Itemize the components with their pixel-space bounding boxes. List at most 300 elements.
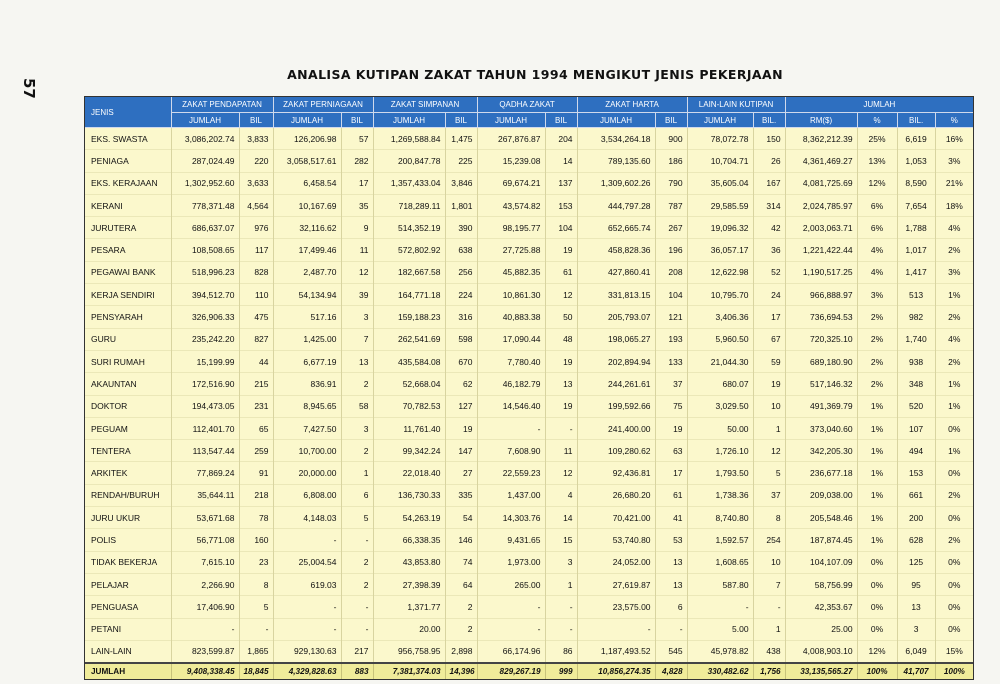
header-sub-cell: JUMLAH: [687, 113, 753, 128]
table-cell: 670: [445, 350, 477, 372]
table-cell: 14,303.76: [477, 507, 545, 529]
table-cell: 104,107.09: [785, 551, 857, 573]
occupation-label: AKAUNTAN: [85, 373, 171, 395]
table-cell: 23,575.00: [577, 596, 655, 618]
table-cell: 21%: [935, 172, 973, 194]
table-row: [85, 440, 973, 462]
header-sub-cell: JUMLAH: [577, 113, 655, 128]
table-cell: 231: [239, 395, 273, 417]
table-cell: 15: [545, 529, 577, 551]
table-cell: 199,592.66: [577, 395, 655, 417]
table-cell: -: [171, 618, 239, 640]
table-cell: 6,619: [897, 128, 935, 150]
table-cell: 187,874.45: [785, 529, 857, 551]
table-cell: 202,894.94: [577, 350, 655, 372]
table-cell: 65: [239, 417, 273, 439]
table-cell: 200,847.78: [373, 150, 445, 172]
table-cell: 0%: [857, 596, 897, 618]
table-cell: 3,058,517.61: [273, 150, 341, 172]
table-cell: 3,633: [239, 172, 273, 194]
table-cell: 41: [655, 507, 687, 529]
table-cell: 98,195.77: [477, 217, 545, 239]
table-cell: 956,758.95: [373, 640, 445, 663]
table-cell: 1%: [857, 484, 897, 506]
table-cell: 1,417: [897, 261, 935, 283]
table-cell: 153: [897, 462, 935, 484]
table-cell: 19: [753, 373, 785, 395]
table-cell: 1,437.00: [477, 484, 545, 506]
total-cell: 7,381,374.03: [373, 663, 445, 679]
page-number: 57: [20, 78, 38, 99]
table-cell: 494: [897, 440, 935, 462]
table-row: [85, 261, 973, 283]
table-cell: 54,263.19: [373, 507, 445, 529]
table-cell: 1,302,952.60: [171, 172, 239, 194]
table-cell: 61: [655, 484, 687, 506]
table-cell: 14: [545, 150, 577, 172]
table-cell: 23: [239, 551, 273, 573]
table-row: [85, 150, 973, 172]
table-cell: 205,793.07: [577, 306, 655, 328]
table-cell: 900: [655, 128, 687, 150]
table-cell: 1,425.00: [273, 328, 341, 350]
table-cell: 5: [239, 596, 273, 618]
table-cell: 4,148.03: [273, 507, 341, 529]
table-cell: 40,883.38: [477, 306, 545, 328]
table-cell: 10,704.71: [687, 150, 753, 172]
table-cell: 3,086,202.74: [171, 128, 239, 150]
table-cell: 680.07: [687, 373, 753, 395]
table-cell: 13: [545, 373, 577, 395]
table-cell: -: [239, 618, 273, 640]
table-cell: -: [545, 417, 577, 439]
table-cell: 4,081,725.69: [785, 172, 857, 194]
header-group: ZAKAT PENDAPATAN: [171, 97, 273, 113]
table-cell: 518,996.23: [171, 261, 239, 283]
table-cell: 0%: [857, 551, 897, 573]
table-row: [85, 529, 973, 551]
table-cell: 56,771.08: [171, 529, 239, 551]
occupation-label: PEGUAM: [85, 417, 171, 439]
table-cell: 62: [445, 373, 477, 395]
table-cell: 74: [445, 551, 477, 573]
occupation-label: PETANI: [85, 618, 171, 640]
occupation-label: SURI RUMAH: [85, 350, 171, 372]
table-cell: 8,740.80: [687, 507, 753, 529]
table-cell: 0%: [857, 618, 897, 640]
table-cell: 19: [545, 395, 577, 417]
total-cell: 829,267.19: [477, 663, 545, 679]
table-row: [85, 484, 973, 506]
total-cell: 41,707: [897, 663, 935, 679]
table-cell: 37: [753, 484, 785, 506]
table-cell: 54: [445, 507, 477, 529]
header-sub-cell: %: [935, 113, 973, 128]
table-cell: 517.16: [273, 306, 341, 328]
table-cell: 256: [445, 261, 477, 283]
table-cell: 15,239.08: [477, 150, 545, 172]
table-cell: 1%: [857, 440, 897, 462]
table-cell: 267,876.87: [477, 128, 545, 150]
total-cell: 14,396: [445, 663, 477, 679]
table-cell: 109,280.62: [577, 440, 655, 462]
table-cell: 2%: [935, 239, 973, 261]
table-cell: 147: [445, 440, 477, 462]
table-cell: 1: [341, 462, 373, 484]
table-cell: 5: [753, 462, 785, 484]
table-cell: 0%: [935, 618, 973, 640]
table-cell: 19: [545, 350, 577, 372]
table-cell: 3,534,264.18: [577, 128, 655, 150]
table-cell: 224: [445, 284, 477, 306]
table-cell: 2: [341, 551, 373, 573]
occupation-label: KERANI: [85, 194, 171, 216]
table-row: [85, 640, 973, 663]
table-cell: 6,049: [897, 640, 935, 663]
table-cell: 12: [753, 440, 785, 462]
table-cell: 1,053: [897, 150, 935, 172]
table-cell: 58,756.99: [785, 573, 857, 595]
table-cell: 19,096.32: [687, 217, 753, 239]
table-cell: 78,072.78: [687, 128, 753, 150]
table-cell: 3%: [857, 284, 897, 306]
header-sub-cell: BIL: [545, 113, 577, 128]
table-cell: 27: [445, 462, 477, 484]
table-cell: 4%: [857, 261, 897, 283]
table-cell: 427,860.41: [577, 261, 655, 283]
occupation-label: PENSYARAH: [85, 306, 171, 328]
table-cell: 172,516.90: [171, 373, 239, 395]
table-cell: -: [273, 596, 341, 618]
table-cell: 153: [545, 194, 577, 216]
table-cell: 938: [897, 350, 935, 372]
table-cell: 200: [897, 507, 935, 529]
table-cell: 29,585.59: [687, 194, 753, 216]
table-cell: 70,782.53: [373, 395, 445, 417]
table-cell: 16%: [935, 128, 973, 150]
header-group: JUMLAH: [785, 97, 973, 113]
table-cell: 18%: [935, 194, 973, 216]
table-cell: 217: [341, 640, 373, 663]
table-cell: 254: [753, 529, 785, 551]
table-cell: 13: [655, 573, 687, 595]
table-cell: 2,487.70: [273, 261, 341, 283]
table-cell: 491,369.79: [785, 395, 857, 417]
table-cell: 475: [239, 306, 273, 328]
table-cell: -: [477, 618, 545, 640]
table-row: [85, 306, 973, 328]
table-cell: 1,475: [445, 128, 477, 150]
table-cell: 1,592.57: [687, 529, 753, 551]
table-cell: 19: [445, 417, 477, 439]
table-cell: 3%: [935, 150, 973, 172]
header-sub-cell: JUMLAH: [477, 113, 545, 128]
table-cell: 215: [239, 373, 273, 395]
table-cell: 444,797.28: [577, 194, 655, 216]
total-row: [85, 663, 973, 679]
table-cell: 117: [239, 239, 273, 261]
table-cell: 36,057.17: [687, 239, 753, 261]
table-cell: 20.00: [373, 618, 445, 640]
table-cell: 438: [753, 640, 785, 663]
table-cell: 10,700.00: [273, 440, 341, 462]
table-cell: 13%: [857, 150, 897, 172]
table-cell: 235,242.20: [171, 328, 239, 350]
table-cell: 107: [897, 417, 935, 439]
table-cell: 652,665.74: [577, 217, 655, 239]
header-sub-cell: BIL: [341, 113, 373, 128]
table-cell: 8,945.65: [273, 395, 341, 417]
table-cell: 2%: [935, 484, 973, 506]
table-cell: 0%: [935, 462, 973, 484]
table-row: [85, 618, 973, 640]
table-cell: 35: [341, 194, 373, 216]
table-cell: 619.03: [273, 573, 341, 595]
table-cell: 4,008,903.10: [785, 640, 857, 663]
table-cell: 2: [341, 573, 373, 595]
table-cell: 458,828.36: [577, 239, 655, 261]
table-cell: 236,677.18: [785, 462, 857, 484]
table-cell: 1,017: [897, 239, 935, 261]
table-cell: 598: [445, 328, 477, 350]
table-cell: 4,361,469.27: [785, 150, 857, 172]
table-cell: 0%: [935, 417, 973, 439]
table-cell: 2,003,063.71: [785, 217, 857, 239]
table-cell: 13: [655, 551, 687, 573]
table-cell: 64: [445, 573, 477, 595]
table-cell: 335: [445, 484, 477, 506]
table-cell: 6%: [857, 217, 897, 239]
table-cell: 8,590: [897, 172, 935, 194]
table-cell: -: [577, 618, 655, 640]
table-cell: 13: [341, 350, 373, 372]
table-cell: 2,898: [445, 640, 477, 663]
table-row: [85, 573, 973, 595]
table-cell: 78: [239, 507, 273, 529]
table-cell: 267: [655, 217, 687, 239]
table-cell: 104: [655, 284, 687, 306]
table-cell: 112,401.70: [171, 417, 239, 439]
table-cell: 70,421.00: [577, 507, 655, 529]
occupation-label: PENGUASA: [85, 596, 171, 618]
table-cell: 225: [445, 150, 477, 172]
table-cell: 5,960.50: [687, 328, 753, 350]
table-cell: 1%: [857, 529, 897, 551]
table-cell: 45,978.82: [687, 640, 753, 663]
table-cell: 53,671.68: [171, 507, 239, 529]
table-cell: 2%: [857, 328, 897, 350]
table-cell: 823,599.87: [171, 640, 239, 663]
table-cell: 0%: [935, 507, 973, 529]
table-cell: 326,906.33: [171, 306, 239, 328]
table-cell: 35,644.11: [171, 484, 239, 506]
table-cell: 718,289.11: [373, 194, 445, 216]
table-cell: 4%: [935, 328, 973, 350]
table-cell: 66,174.96: [477, 640, 545, 663]
table-cell: 517,146.32: [785, 373, 857, 395]
table-cell: 24,052.00: [577, 551, 655, 573]
table-cell: 3%: [935, 261, 973, 283]
table-cell: 3,833: [239, 128, 273, 150]
occupation-label: TENTERA: [85, 440, 171, 462]
table-cell: 789,135.60: [577, 150, 655, 172]
table-cell: 9: [341, 217, 373, 239]
table-cell: 1: [753, 417, 785, 439]
table-cell: 99,342.24: [373, 440, 445, 462]
table-cell: 790: [655, 172, 687, 194]
table-cell: 43,574.82: [477, 194, 545, 216]
table-cell: 14,546.40: [477, 395, 545, 417]
table-cell: 10: [753, 395, 785, 417]
table-cell: 108,508.65: [171, 239, 239, 261]
table-cell: 8,362,212.39: [785, 128, 857, 150]
table-cell: 6,677.19: [273, 350, 341, 372]
table-cell: 2,266.90: [171, 573, 239, 595]
occupation-label: EKS. KERAJAAN: [85, 172, 171, 194]
table-row: [85, 395, 973, 417]
table-cell: 53,740.80: [577, 529, 655, 551]
table-row: [85, 551, 973, 573]
table-cell: 182,667.58: [373, 261, 445, 283]
table-cell: 13: [897, 596, 935, 618]
table-cell: 2%: [935, 529, 973, 551]
table-cell: 7: [753, 573, 785, 595]
table-cell: -: [545, 618, 577, 640]
table-cell: 976: [239, 217, 273, 239]
table-cell: 137: [545, 172, 577, 194]
occupation-label: PENIAGA: [85, 150, 171, 172]
header-sub-cell: BIL: [445, 113, 477, 128]
table-cell: 113,547.44: [171, 440, 239, 462]
header-group: QADHA ZAKAT: [477, 97, 577, 113]
total-cell: 4,329,828.63: [273, 663, 341, 679]
table-cell: 259: [239, 440, 273, 462]
table-cell: 4: [545, 484, 577, 506]
table-cell: 5: [341, 507, 373, 529]
table-cell: -: [273, 618, 341, 640]
table-cell: 17: [655, 462, 687, 484]
table-cell: -: [341, 529, 373, 551]
table-cell: 17: [753, 306, 785, 328]
table-cell: 0%: [857, 573, 897, 595]
table-row: [85, 284, 973, 306]
occupation-label: PELAJAR: [85, 573, 171, 595]
header-group: ZAKAT HARTA: [577, 97, 687, 113]
table-cell: 836.91: [273, 373, 341, 395]
table-cell: 736,694.53: [785, 306, 857, 328]
total-cell: 10,856,274.35: [577, 663, 655, 679]
zakat-table-container: [84, 96, 974, 680]
table-cell: 164,771.18: [373, 284, 445, 306]
table-row: [85, 417, 973, 439]
table-cell: 1%: [857, 462, 897, 484]
table-cell: 7,427.50: [273, 417, 341, 439]
table-cell: 282: [341, 150, 373, 172]
table-cell: 133: [655, 350, 687, 372]
occupation-label: KERJA SENDIRI: [85, 284, 171, 306]
table-cell: 331,813.15: [577, 284, 655, 306]
table-cell: 91: [239, 462, 273, 484]
table-cell: 373,040.60: [785, 417, 857, 439]
table-cell: 3,029.50: [687, 395, 753, 417]
table-cell: 10,167.69: [273, 194, 341, 216]
table-cell: 0%: [935, 551, 973, 573]
table-cell: 244,261.61: [577, 373, 655, 395]
table-cell: 1,371.77: [373, 596, 445, 618]
table-cell: 1,221,422.44: [785, 239, 857, 261]
table-cell: 514,352.19: [373, 217, 445, 239]
table-body: [85, 128, 973, 664]
table-cell: 218: [239, 484, 273, 506]
table-cell: 982: [897, 306, 935, 328]
header-jenis: JENIS: [85, 97, 171, 128]
table-cell: 6: [341, 484, 373, 506]
table-cell: 787: [655, 194, 687, 216]
table-cell: 2,024,785.97: [785, 194, 857, 216]
table-cell: 25,004.54: [273, 551, 341, 573]
table-cell: 1%: [935, 440, 973, 462]
table-cell: 4,564: [239, 194, 273, 216]
table-row: [85, 596, 973, 618]
table-cell: 390: [445, 217, 477, 239]
table-cell: 69,674.21: [477, 172, 545, 194]
total-cell: 4,828: [655, 663, 687, 679]
table-cell: 186: [655, 150, 687, 172]
table-row: [85, 373, 973, 395]
table-cell: 778,371.48: [171, 194, 239, 216]
table-cell: 17,499.46: [273, 239, 341, 261]
table-cell: 4%: [935, 217, 973, 239]
table-cell: 6%: [857, 194, 897, 216]
table-cell: 3,846: [445, 172, 477, 194]
occupation-label: GURU: [85, 328, 171, 350]
table-cell: 1: [753, 618, 785, 640]
table-cell: 11,761.40: [373, 417, 445, 439]
table-cell: 2%: [857, 350, 897, 372]
table-cell: 314: [753, 194, 785, 216]
table-cell: 92,436.81: [577, 462, 655, 484]
table-cell: 39: [341, 284, 373, 306]
table-cell: 20,000.00: [273, 462, 341, 484]
table-cell: 3: [341, 306, 373, 328]
table-cell: 7,608.90: [477, 440, 545, 462]
table-cell: 1,740: [897, 328, 935, 350]
table-cell: -: [477, 417, 545, 439]
table-cell: 720,325.10: [785, 328, 857, 350]
table-cell: 828: [239, 261, 273, 283]
table-cell: 26: [753, 150, 785, 172]
table-cell: 50: [545, 306, 577, 328]
occupation-label: PEGAWAI BANK: [85, 261, 171, 283]
table-cell: 160: [239, 529, 273, 551]
occupation-label: JURUTERA: [85, 217, 171, 239]
occupation-label: EKS. SWASTA: [85, 128, 171, 150]
table-cell: 25%: [857, 128, 897, 150]
table-cell: 1%: [857, 507, 897, 529]
table-cell: 22,559.23: [477, 462, 545, 484]
table-cell: 24: [753, 284, 785, 306]
table-cell: 262,541.69: [373, 328, 445, 350]
table-cell: 22,018.40: [373, 462, 445, 484]
table-cell: 7,780.40: [477, 350, 545, 372]
table-cell: 63: [655, 440, 687, 462]
table-cell: 10,861.30: [477, 284, 545, 306]
table-cell: 572,802.92: [373, 239, 445, 261]
table-cell: 2: [341, 373, 373, 395]
total-cell: 9,408,338.45: [171, 663, 239, 679]
table-cell: 66,338.35: [373, 529, 445, 551]
table-cell: 1,865: [239, 640, 273, 663]
